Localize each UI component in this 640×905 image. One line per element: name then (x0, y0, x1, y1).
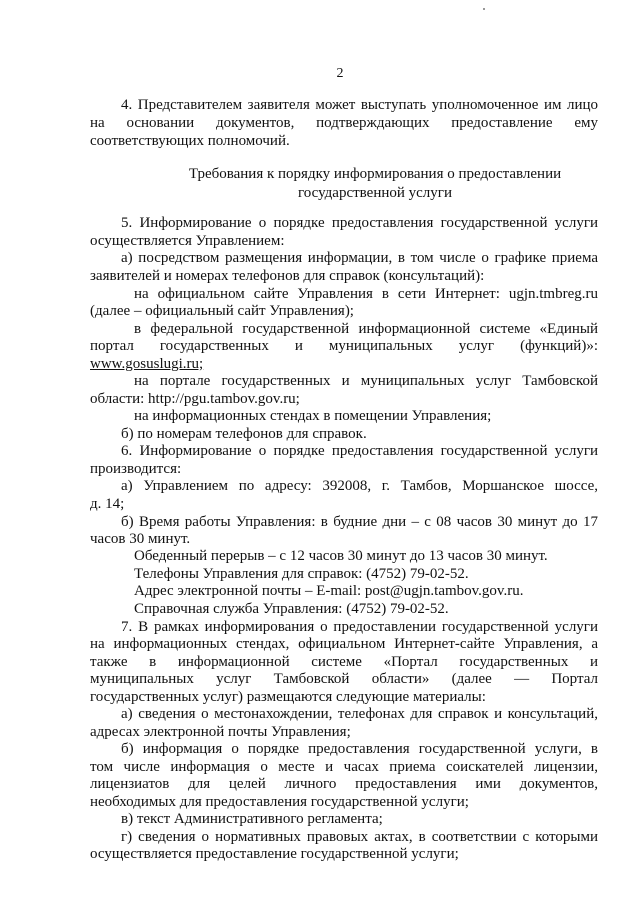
item-7b-line-2: том числе информация о месте и часах приема соискателей лицензии, (90, 759, 598, 775)
section-heading-line-2: государственной услуги (298, 185, 452, 201)
help-service-line: Справочная служба Управления: (4752) 79-02-52. (134, 601, 449, 617)
gosuslugi-link[interactable]: www.gosuslugi.ru; (90, 356, 204, 372)
regional-portal-line-2: области: http://pgu.tambov.gov.ru; (90, 391, 300, 407)
website-line-1: на официальном сайте Управления в сети Интернет: ugjn.tmbreg.ru (134, 286, 598, 302)
item-7a-line-2: адресах электронной почты Управления; (90, 724, 351, 740)
website-line-2: (далее – официальный сайт Управления); (90, 303, 354, 319)
federal-portal-line-2: портал государственных и муниципальных услуг (функций)»: (90, 338, 598, 354)
item-7v-line: в) текст Административного регламента; (121, 811, 383, 827)
paragraph-6-line-1: 6. Информирование о порядке предоставления государственной услуги (121, 443, 598, 459)
paragraph-7-line-1: 7. В рамках информирования о предоставлении государственной услуги (121, 619, 598, 635)
paragraph-6-line-2: производится: (90, 461, 182, 477)
paragraph-5-line-1: 5. Информирование о порядке предоставления государственной услуги (121, 215, 598, 231)
paragraph-4-line-2: на основании документов, подтверждающих предоставление ему (90, 115, 598, 131)
item-7g-line-1: г) сведения о нормативных правовых актах, в соответствии с которыми (121, 829, 598, 845)
email-line: Адрес электронной почты – E-mail: post@ugjn.tambov.gov.ru. (134, 583, 524, 599)
working-hours-line-2: часов 30 минут. (90, 531, 191, 547)
paragraph-7-line-2: на информационных стендах, официальном Интернет-сайте Управления, а (90, 636, 598, 652)
lunch-break-line: Обеденный перерыв – с 12 часов 30 минут до 13 часов 30 минут. (134, 548, 548, 564)
paragraph-5-line-2: осуществляется Управлением: (90, 233, 285, 249)
item-5a-line-1: а) посредством размещения информации, в том числе о графике приема (121, 250, 598, 266)
address-line-2: д. 14; (90, 496, 125, 512)
regional-portal-line-1: на портале государственных и муниципальных услуг Тамбовской (134, 373, 598, 389)
item-7b-line-4: необходимых для предоставления государственной услуги; (90, 794, 469, 810)
federal-portal-link[interactable] (90, 356, 598, 374)
item-5a-line-2: заявителей и номерах телефонов для справок (консультаций): (90, 268, 485, 284)
item-5b-line: б) по номерам телефонов для справок. (121, 426, 367, 442)
paragraph-7-line-4: муниципальных услуг Тамбовской области» (далее — Портал (90, 671, 598, 687)
item-7b-line-3: лицензиатов для целей личного предоставления ими документов, (90, 776, 598, 792)
info-stands-line: на информационных стендах в помещении Управления; (134, 408, 492, 424)
item-7g-line-2: осуществляется предоставление государственной услуги; (90, 846, 459, 862)
address-line-1: а) Управлением по адресу: 392008, г. Тамбов, Моршанское шоссе, (121, 478, 598, 494)
paragraph-7-line-5: государственных услуг) размещаются следующие материалы: (90, 689, 486, 705)
item-7a-line-1: а) сведения о местонахождении, телефонах для справок и консультаций, (121, 706, 598, 722)
scan-speck (483, 8, 485, 10)
phones-line: Телефоны Управления для справок: (4752) 79-02-52. (134, 566, 469, 582)
federal-portal-line-1: в федеральной государственной информационной системе «Единый (134, 321, 598, 337)
page-number: 2 (336, 66, 344, 81)
working-hours-line-1: б) Время работы Управления: в будние дни – с 08 часов 30 минут до 17 (121, 514, 598, 530)
item-7b-line-1: б) информация о порядке предоставления государственной услуги, в (121, 741, 598, 757)
paragraph-4-line-1: 4. Представителем заявителя может выступать уполномоченное им лицо (121, 97, 598, 113)
paragraph-4-line-3: соответствующих полномочий. (90, 133, 290, 149)
section-heading-line-1: Требования к порядку информирования о предоставлении (188, 166, 562, 182)
paragraph-7-line-3: также в информационной системе «Портал государственных и (90, 654, 598, 670)
